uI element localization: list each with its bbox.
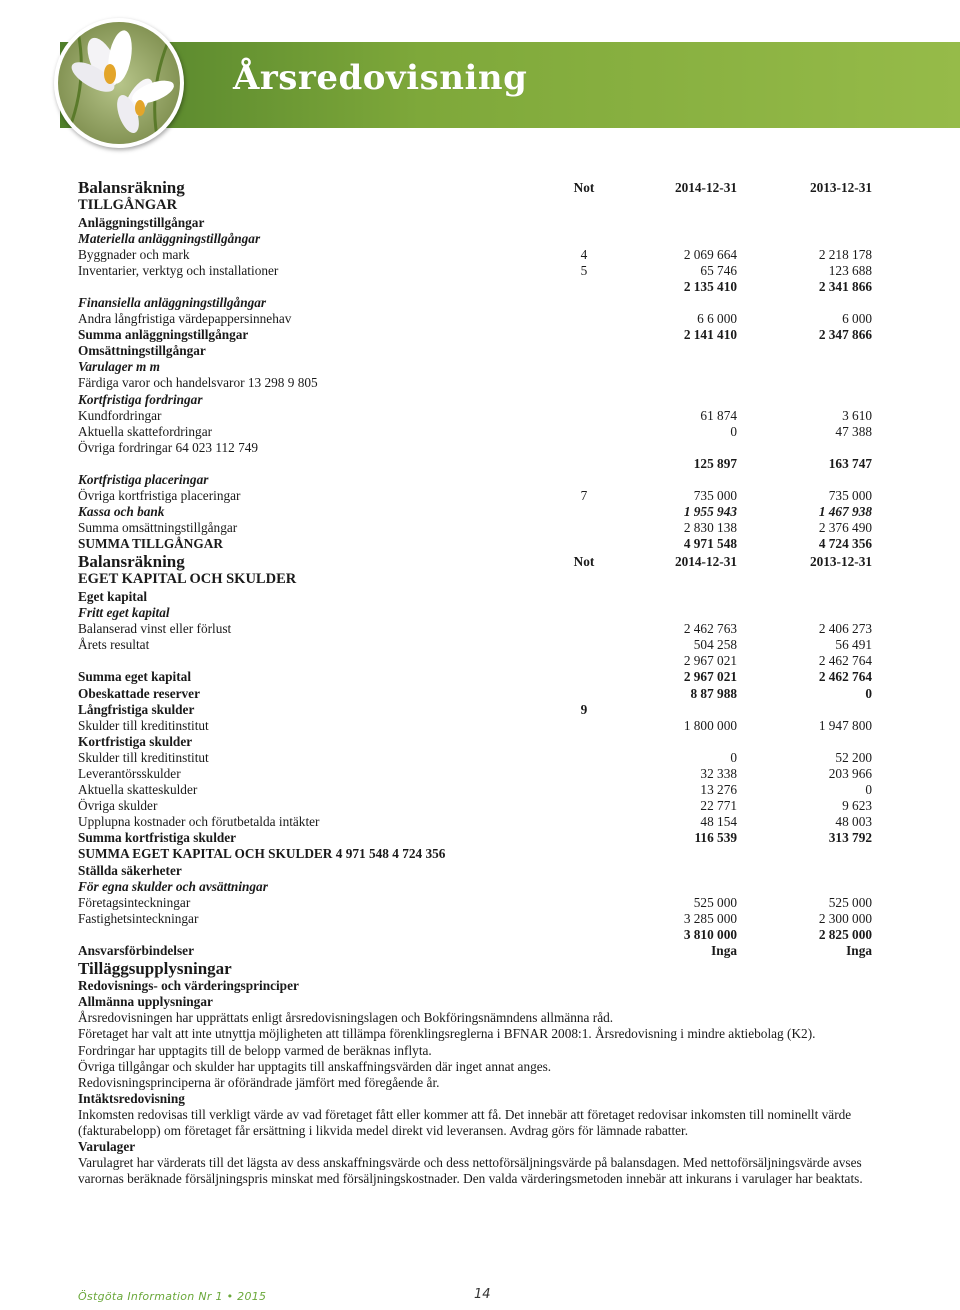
value-2014: 2 967 021: [683, 653, 737, 669]
table-row: [78, 375, 878, 391]
table-row: [78, 669, 878, 685]
table-row: [78, 830, 878, 846]
table-row: [78, 637, 878, 653]
balance-sheet: [78, 178, 878, 1010]
row-label: SUMMA TILLGÅNGAR: [78, 536, 223, 552]
table-row: [78, 311, 878, 327]
table-row: [78, 440, 878, 456]
note-ref: Not: [573, 554, 595, 570]
value-2014: 525 000: [693, 894, 737, 910]
table-row: [78, 879, 878, 895]
row-label: Andra långfristiga värdepappersinnehav: [78, 311, 292, 327]
row-label: Obeskattade reserver: [78, 685, 200, 701]
row-label: För egna skulder och avsättningar: [78, 878, 268, 894]
row-label: Kortfristiga fordringar: [78, 391, 203, 407]
table-row: [78, 718, 878, 734]
row-label: Leverantörsskulder: [78, 766, 181, 781]
page-header: [0, 0, 960, 155]
table-row: [78, 359, 878, 375]
publication-footer: Östgöta Information Nr 1 • 2015: [78, 1290, 267, 1303]
row-label: Inventarier, verktyg och installationer: [78, 262, 279, 278]
note-ref: 7: [580, 488, 588, 504]
table-row: [78, 456, 878, 472]
row-label: SUMMA EGET KAPITAL OCH SKULDER 4 971 548 4 724 356: [78, 846, 446, 862]
value-2014: 2014-12-31: [674, 180, 737, 195]
value-2013: 48 003: [835, 814, 872, 830]
value-2013: 2 347 866: [818, 327, 872, 343]
table-row: [78, 798, 878, 814]
crocus-photo: [54, 18, 184, 148]
row-label: Upplupna kostnader och förutbetalda intäkter: [78, 814, 320, 830]
table-row: [78, 766, 878, 782]
table-row: [78, 959, 878, 978]
table-row: [78, 863, 878, 879]
row-label: EGET KAPITAL OCH SKULDER: [78, 571, 297, 588]
note-ref: 5: [580, 262, 588, 278]
table-row: [78, 424, 878, 440]
value-2013: 56 491: [835, 637, 872, 653]
table-row: [78, 279, 878, 295]
value-2014: 2 830 138: [683, 520, 737, 536]
value-2013: Inga: [846, 943, 872, 959]
value-2013: 2 825 000: [818, 926, 872, 942]
value-2013: 2 300 000: [818, 910, 872, 926]
value-2013: 203 966: [828, 766, 872, 781]
row-label: Summa eget kapital: [78, 669, 192, 685]
table-row: [78, 895, 878, 911]
value-2014: 2 462 763: [683, 621, 737, 637]
value-2014: 22 771: [700, 798, 737, 814]
row-label: Kassa och bank: [78, 504, 165, 520]
table-row: [78, 552, 878, 571]
value-2013: 525 000: [828, 894, 872, 910]
value-2013: 2 218 178: [818, 246, 872, 262]
row-label: Materiella anläggningstillgångar: [78, 230, 261, 246]
table-row: [78, 927, 878, 943]
row-label: Långfristiga skulder: [78, 701, 195, 717]
value-2014: 3 285 000: [683, 910, 737, 926]
table-row: [78, 247, 878, 263]
table-row: [78, 295, 878, 311]
table-row: [78, 750, 878, 766]
row-label: Byggnader och mark: [78, 246, 190, 262]
table-row: [78, 504, 878, 520]
value-2014: 2 141 410: [683, 327, 737, 343]
row-label: Övriga kortfristiga placeringar: [78, 488, 241, 504]
value-2013: 1 467 938: [818, 504, 872, 520]
value-2014: 0: [730, 749, 737, 765]
table-row: [78, 215, 878, 231]
value-2013: 47 388: [835, 423, 872, 439]
value-2014: 125 897: [693, 455, 737, 471]
table-row: [78, 536, 878, 552]
table-row: [78, 814, 878, 830]
value-2013: 9 623: [842, 798, 872, 814]
value-2013: 735 000: [828, 488, 872, 504]
row-label: Ställda säkerheter: [78, 862, 182, 878]
row-label: Varulager m m: [78, 359, 161, 375]
row-label: Aktuella skatteskulder: [78, 782, 198, 798]
value-2013: 313 792: [828, 830, 872, 846]
value-2014: 6 6 000: [697, 311, 737, 327]
value-2014: 8 87 988: [690, 685, 737, 701]
table-row: [78, 571, 878, 589]
value-2014: 2 135 410: [683, 278, 737, 294]
row-label: Balanserad vinst eller förlust: [78, 621, 232, 637]
table-row: [78, 994, 878, 1010]
row-label: Fastighetsinteckningar: [78, 910, 199, 926]
notes-section: [78, 1010, 878, 1187]
table-row: [78, 911, 878, 927]
note-paragraph: Företaget har valt att inte utnyttja möjligheten att tillämpa förenklingsreglerna i BFNAR 2008:1. Årsredovisning i mindre aktiebolag (K2).: [78, 1026, 816, 1042]
table-row: [78, 702, 878, 718]
value-2014: 2014-12-31: [674, 554, 737, 570]
table-row: [78, 488, 878, 504]
value-2014: 1 800 000: [683, 717, 737, 733]
table-row: [78, 605, 878, 621]
value-2013: 163 747: [828, 455, 872, 471]
value-2014: 116 539: [694, 830, 737, 846]
value-2014: 2 967 021: [683, 669, 737, 685]
value-2013: 1 947 800: [818, 717, 872, 733]
row-label: TILLGÅNGAR: [78, 197, 178, 213]
row-label: Summa anläggningstillgångar: [78, 327, 249, 343]
table-row: [78, 653, 878, 669]
note-paragraph: Fordringar har upptagits till de belopp varmed de beräknas inflyta.: [78, 1042, 432, 1058]
value-2014: Inga: [711, 943, 737, 959]
value-2013: 2013-12-31: [809, 180, 872, 195]
table-row: [78, 178, 878, 197]
row-label: Kortfristiga placeringar: [78, 472, 209, 487]
value-2014: 61 874: [700, 407, 737, 423]
note-paragraph: Redovisningsprinciperna är oförändrade jämfört med föregående år.: [78, 1074, 440, 1090]
value-2013: 3 610: [842, 407, 872, 423]
value-2014: 0: [730, 423, 737, 439]
table-row: [78, 263, 878, 279]
value-2013: 0: [865, 685, 872, 701]
row-label: Balansräkning: [78, 552, 185, 572]
table-row: [78, 472, 878, 488]
value-2014: 48 154: [700, 814, 737, 830]
table-row: [78, 589, 878, 605]
row-label: Summa kortfristiga skulder: [78, 830, 237, 846]
row-label: Anläggningstillgångar: [78, 214, 205, 230]
row-label: Eget kapital: [78, 588, 148, 604]
table-row: [78, 327, 878, 343]
table-row: [78, 621, 878, 637]
table-row: [78, 846, 878, 862]
table-row: [78, 734, 878, 750]
value-2014: 504 258: [693, 637, 737, 653]
crocus-flower-icon: [58, 22, 180, 144]
row-label: Skulder till kreditinstitut: [78, 749, 209, 765]
note-paragraph: Årsredovisningen har upprättats enligt årsredovisningslagen och Bokföringsnämndens allmänna råd.: [78, 1010, 614, 1026]
value-2013: 52 200: [835, 749, 872, 765]
value-2014: 1 955 943: [683, 504, 737, 520]
value-2014: 2 069 664: [683, 246, 737, 262]
row-label: Övriga skulder: [78, 798, 158, 814]
value-2013: 2 406 273: [818, 621, 872, 637]
note-paragraph: Inkomsten redovisas till verkligt värde av vad företaget fått eller kommer att få. Det innebär att företaget redovisar inkomsten till nominellt värde (fakturabelopp) om företaget får ersättning i likvida medel direkt vid leveransen. Avdrag görs för lämnade rabatter.: [78, 1106, 852, 1138]
value-2013: 2 462 764: [818, 653, 872, 669]
table-row: [78, 197, 878, 215]
row-label: Kortfristiga skulder: [78, 733, 193, 749]
note-paragraph: Varulagret har värderats till det lägsta av dess anskaffningsvärde och dess nettoförsäljningsvärde på balansdagen. Med nettoförsäljningsvärde avses varornas beräknade försäljningspris minskat med försäljningskostnader. Den valda värderingsmetoden innebär att inkurans i varulager har beaktats.: [78, 1155, 863, 1187]
table-row: [78, 520, 878, 536]
value-2014: 32 338: [700, 766, 737, 781]
note-ref: Not: [573, 180, 595, 195]
note-paragraph: Övriga tillgångar och skulder har upptagits till anskaffningsvärden där inget annat anges.: [78, 1058, 552, 1074]
value-2014: 65 746: [700, 262, 737, 278]
value-2013: 4 724 356: [818, 536, 872, 552]
value-2013: 0: [865, 782, 872, 798]
value-2013: 6 000: [842, 311, 872, 327]
row-label: Summa omsättningstillgångar: [78, 520, 238, 536]
row-label: Ansvarsförbindelser: [78, 943, 194, 959]
note-ref: 9: [580, 701, 588, 717]
row-label: Fritt eget kapital: [78, 605, 170, 621]
row-label: Tilläggsupplysningar: [78, 959, 232, 979]
row-label: Kundfordringar: [78, 407, 162, 423]
value-2014: 13 276: [700, 782, 737, 798]
value-2013: 2013-12-31: [809, 554, 872, 570]
value-2014: 735 000: [693, 488, 737, 504]
row-label: Årets resultat: [78, 637, 150, 653]
row-label: Allmänna upplysningar: [78, 994, 213, 1010]
value-2013: 2 376 490: [818, 520, 872, 536]
table-row: [78, 943, 878, 959]
table-row: [78, 392, 878, 408]
table-row: [78, 231, 878, 247]
table-row: [78, 782, 878, 798]
row-label: Skulder till kreditinstitut: [78, 717, 209, 733]
table-row: [78, 408, 878, 424]
value-2014: 3 810 000: [683, 926, 737, 942]
row-label: Omsättningstillgångar: [78, 343, 206, 359]
value-2013: 123 688: [828, 262, 872, 278]
row-label: Redovisnings- och värderingsprinciper: [78, 978, 299, 994]
table-row: [78, 978, 878, 994]
value-2014: 4 971 548: [683, 536, 737, 552]
row-label: Övriga fordringar 64 023 112 749: [78, 439, 259, 455]
note-ref: 4: [580, 246, 588, 262]
page-number: 14: [474, 1287, 491, 1302]
note-heading: Varulager: [78, 1139, 136, 1155]
value-2013: 2 462 764: [818, 669, 872, 685]
page-title: Årsredovisning: [233, 58, 528, 98]
row-label: Färdiga varor och handelsvaror 13 298 9 805: [78, 375, 318, 391]
row-label: Finansiella anläggningstillgångar: [78, 294, 267, 310]
report-content: [78, 178, 878, 1187]
table-row: [78, 686, 878, 702]
table-row: [78, 343, 878, 359]
row-label: Balansräkning: [78, 178, 185, 197]
row-label: Aktuella skattefordringar: [78, 423, 213, 439]
note-heading: Intäktsredovisning: [78, 1090, 185, 1106]
row-label: Företagsinteckningar: [78, 894, 191, 910]
value-2013: 2 341 866: [818, 278, 872, 294]
